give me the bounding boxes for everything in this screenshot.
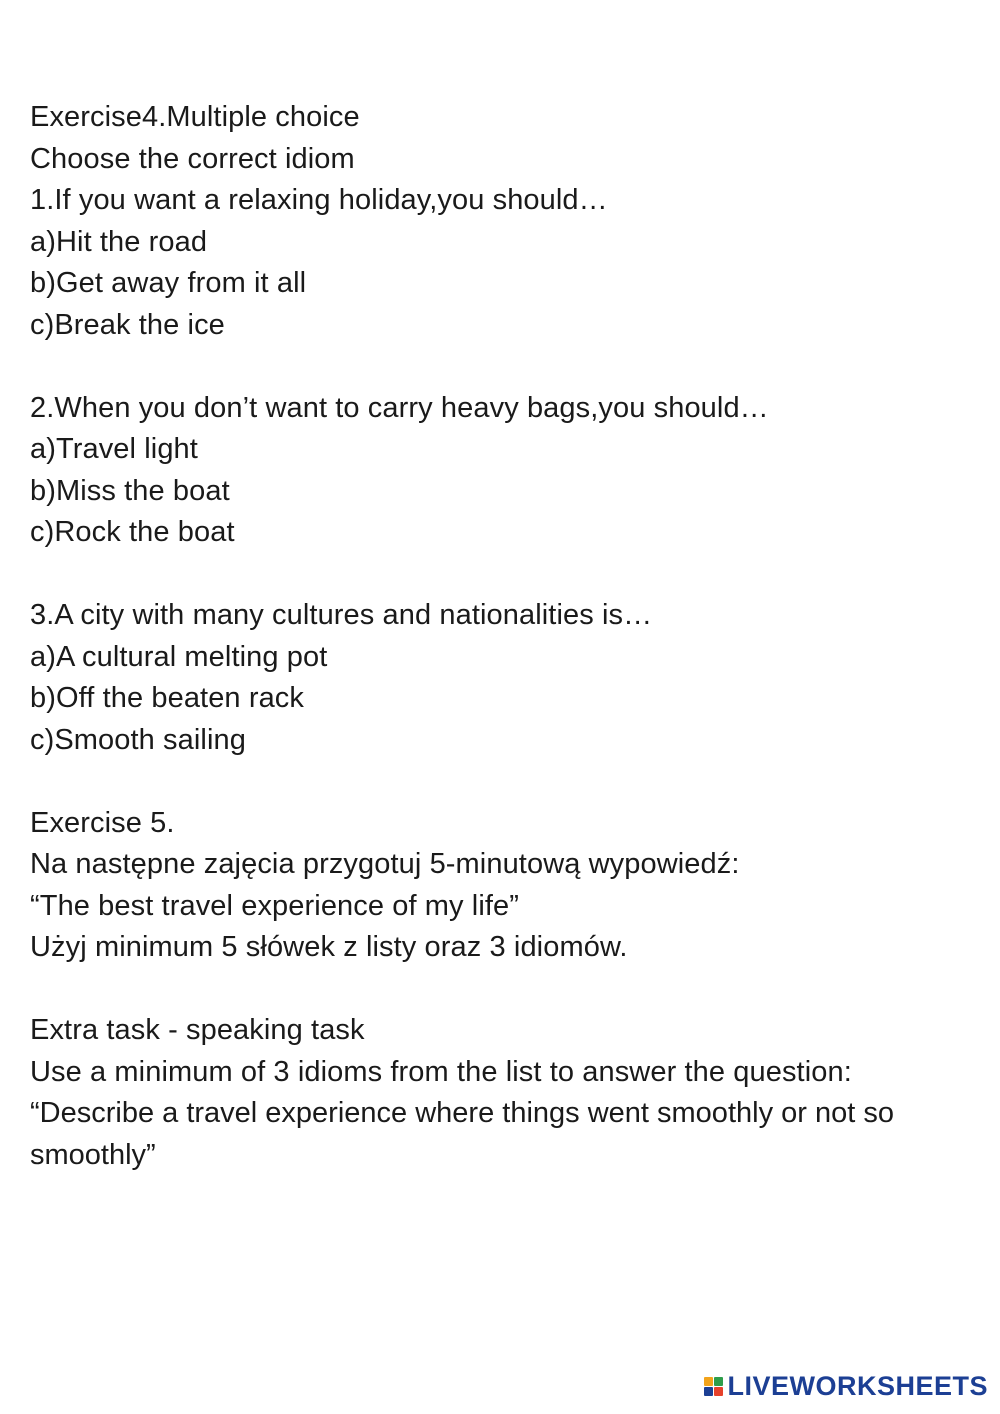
spacer (30, 554, 980, 596)
option-c: c)Break the ice (30, 308, 225, 341)
liveworksheets-logo-text: LIVEWORKSHEETS (727, 1371, 988, 1401)
spacer (30, 761, 980, 803)
exercise5-title: Exercise 5. (30, 806, 175, 839)
option-a: a)Hit the road (30, 225, 208, 258)
exercise5-line: Na następne zajęcia przygotuj 5-minutową wypowiedź: (30, 848, 740, 880)
exercise5-section (30, 803, 980, 969)
option-b: b)Get away from it all (30, 267, 307, 299)
logo-square (704, 1377, 713, 1386)
question-1 (30, 180, 980, 346)
logo-square (714, 1377, 723, 1386)
exercise5-line: “The best travel experience of my life” (30, 889, 520, 922)
logo-square (704, 1387, 713, 1396)
option-c: c)Rock the boat (30, 516, 235, 548)
liveworksheets-logo-icon (704, 1377, 723, 1396)
exercise4-title: Exercise4.Multiple choice (30, 101, 360, 133)
option-a: a)Travel light (30, 433, 198, 465)
extra-task-title: Extra task - speaking task (30, 1014, 365, 1046)
question-text: 3.A city with many cultures and nationalities is… (30, 599, 653, 631)
extra-task-question: “Describe a travel experience where things went smoothly or not so smoothly” (30, 1097, 894, 1171)
liveworksheets-logo (704, 1371, 988, 1402)
question-2 (30, 388, 980, 554)
logo-square (714, 1387, 723, 1396)
option-b: b)Off the beaten rack (30, 682, 305, 714)
extra-task-instruction: Use a minimum of 3 idioms from the list to answer the question: (30, 1055, 852, 1088)
spacer (30, 969, 980, 1011)
question-text: 1.If you want a relaxing holiday,you should… (30, 184, 608, 216)
option-b: b)Miss the boat (30, 474, 230, 507)
worksheet-page (30, 97, 980, 1176)
question-text: 2.When you don’t want to carry heavy bags,you should… (30, 391, 769, 424)
exercise5-line: Użyj minimum 5 słówek z listy oraz 3 idiomów. (30, 931, 628, 963)
spacer (30, 346, 980, 388)
question-3 (30, 595, 980, 761)
option-a: a)A cultural melting pot (30, 640, 328, 673)
option-c: c)Smooth sailing (30, 723, 246, 756)
exercise4-instruction: Choose the correct idiom (30, 142, 355, 175)
extra-task-section (30, 1010, 980, 1176)
